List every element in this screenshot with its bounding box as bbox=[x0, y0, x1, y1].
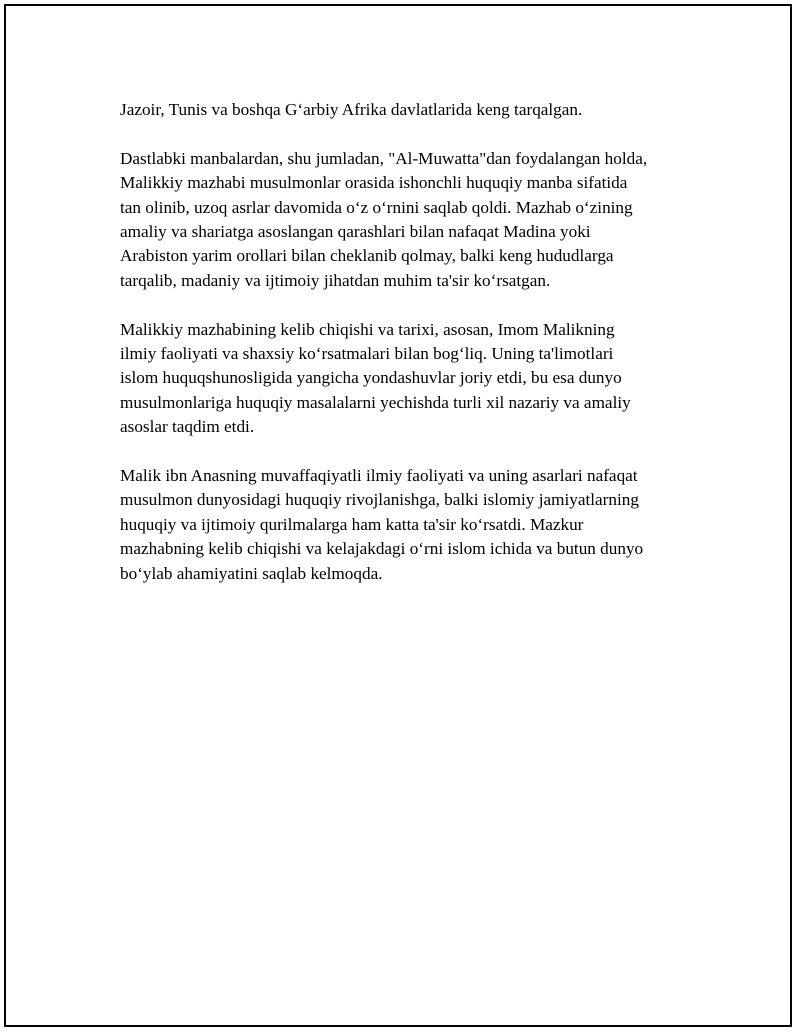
text-line: islom huquqshunosligida yangicha yondashuvlar joriy etdi, bu esa dunyo bbox=[120, 368, 622, 388]
text-line: mazhabning kelib chiqishi va kelajakdagi o‘rni islom ichida va butun dunyo bbox=[120, 539, 644, 559]
text-line: Arabiston yarim orollari bilan cheklanib qolmay, balki keng hududlarga bbox=[120, 246, 614, 266]
text-line: bo‘ylab ahamiyatini saqlab kelmoqda. bbox=[120, 563, 383, 583]
text-line: Dastlabki manbalardan, shu jumladan, "Al-Muwatta"dan foydalangan holda, bbox=[120, 148, 648, 168]
paragraph-4 bbox=[120, 464, 710, 586]
text-line: Jazoir, Tunis va boshqa G‘arbiy Afrika davlatlarida keng tarqalgan. bbox=[120, 100, 583, 119]
text-line: musulmon dunyosidagi huquqiy rivojlanishga, balki islomiy jamiyatlarning bbox=[120, 490, 639, 510]
text-line: Malikkiy mazhabi musulmonlar orasida ishonchli huquqiy manba sifatida bbox=[120, 173, 628, 193]
text-line: tan olinib, uzoq asrlar davomida o‘z o‘rnini saqlab qoldi. Mazhab o‘zining bbox=[120, 197, 633, 217]
paragraph-3 bbox=[120, 318, 710, 440]
document-body bbox=[120, 98, 710, 610]
page-frame bbox=[4, 4, 792, 1027]
text-line: Malikkiy mazhabining kelib chiqishi va tarixi, asosan, Imom Malikning bbox=[120, 319, 615, 339]
text-line: ilmiy faoliyati va shaxsiy ko‘rsatmalari bilan bog‘liq. Uning ta'limotlari bbox=[120, 344, 614, 364]
text-line: tarqalib, madaniy va ijtimoiy jihatdan muhim ta'sir ko‘rsatgan. bbox=[120, 270, 551, 290]
text-line: musulmonlariga huquqiy masalalarni yechishda turli xil nazariy va amaliy bbox=[120, 392, 631, 412]
paragraph-2 bbox=[120, 147, 710, 293]
text-line: amaliy va shariatga asoslangan qarashlari bilan nafaqat Madina yoki bbox=[120, 222, 591, 242]
paragraph-1 bbox=[120, 98, 710, 122]
text-line: Malik ibn Anasning muvaffaqiyatli ilmiy faoliyati va uning asarlari nafaqat bbox=[120, 466, 638, 486]
text-line: asoslar taqdim etdi. bbox=[120, 417, 255, 437]
text-line: huquqiy va ijtimoiy qurilmalarga ham katta ta'sir ko‘rsatdi. Mazkur bbox=[120, 514, 584, 534]
